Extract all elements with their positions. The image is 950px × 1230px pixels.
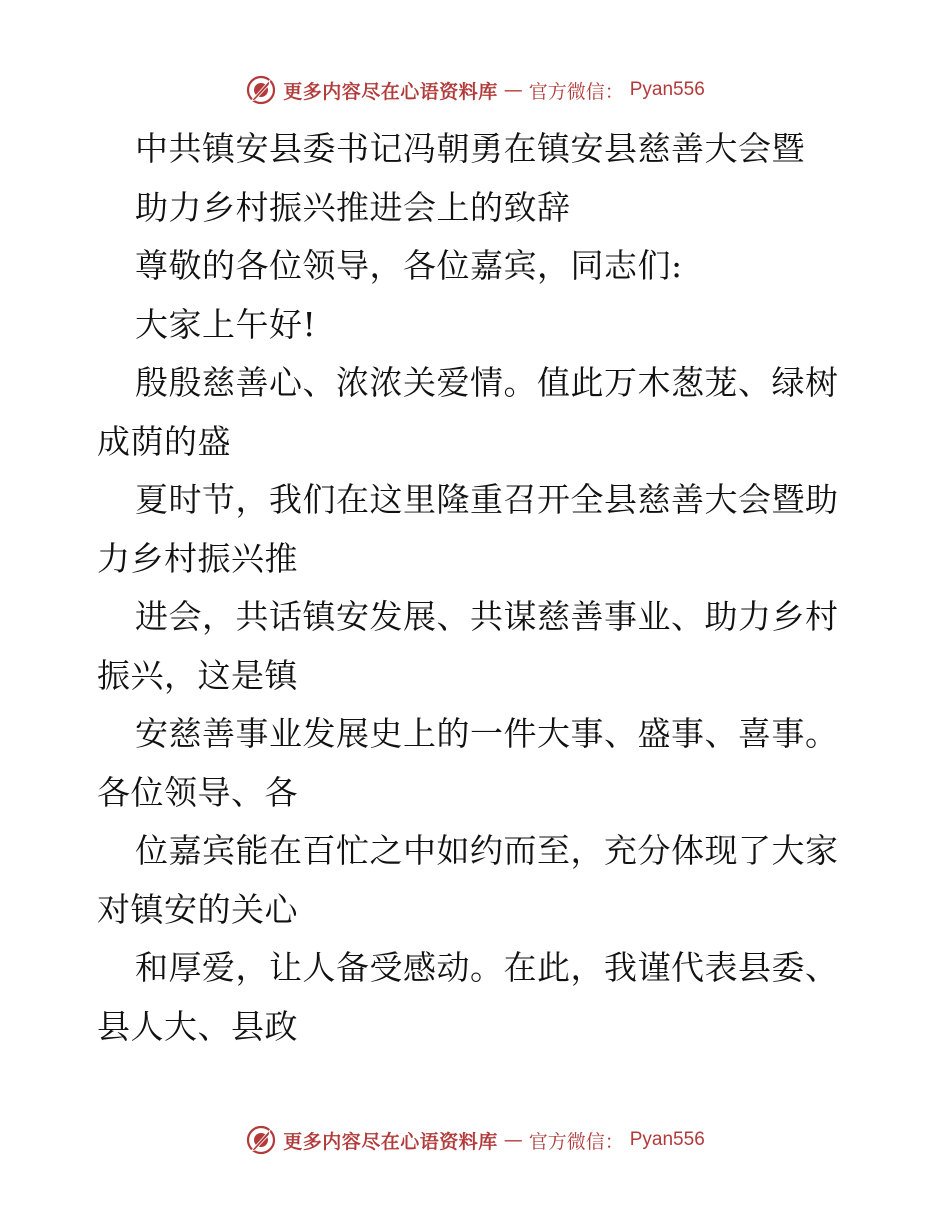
banner-promo-text: 更多内容尽在心语资料库 <box>283 1130 498 1153</box>
banner-promo-text: 更多内容尽在心语资料库 <box>283 80 498 103</box>
paragraph-line: 对镇安的关心 <box>97 889 298 929</box>
paragraph-line: 振兴，这是镇 <box>97 655 298 695</box>
paragraph-line: 安慈善事业发展史上的一件大事、盛事、喜事。 <box>135 714 839 753</box>
paragraph-line: 位嘉宾能在百忙之中如约而至，充分体现了大家 <box>135 831 839 870</box>
paragraph-line: 各位领导、各 <box>97 772 298 812</box>
paragraph-line: 大家上午好! <box>135 304 317 344</box>
header-banner <box>0 70 950 110</box>
paragraph-line: 助力乡村振兴推进会上的致辞 <box>135 187 571 227</box>
banner-wechat-label: 官方微信： <box>528 1130 624 1153</box>
document-body <box>97 120 867 1056</box>
banner-separator: — <box>503 1129 523 1151</box>
footer-banner <box>0 1120 950 1160</box>
quill-seal-icon <box>245 1124 277 1156</box>
paragraph-line: 夏时节，我们在这里隆重召开全县慈善大会暨助 <box>135 480 839 519</box>
paragraph-line: 殷殷慈善心、浓浓关爱情。值此万木葱茏、绿树 <box>135 363 839 402</box>
banner-wechat-id: Pyan556 <box>629 79 705 100</box>
banner-wechat-label: 官方微信： <box>528 80 624 103</box>
paragraph-line: 成荫的盛 <box>97 421 231 461</box>
paragraph-line: 中共镇安县委书记冯朝勇在镇安县慈善大会暨 <box>135 129 805 168</box>
quill-seal-icon <box>245 74 277 106</box>
paragraph-line: 力乡村振兴推 <box>97 538 298 578</box>
banner-separator: — <box>503 79 523 101</box>
paragraph-line: 进会，共话镇安发展、共谋慈善事业、助力乡村 <box>135 597 839 636</box>
banner-wechat-id: Pyan556 <box>629 1129 705 1150</box>
paragraph-line: 县人大、县政 <box>97 1006 298 1046</box>
paragraph-line: 尊敬的各位领导，各位嘉宾，同志们: <box>135 246 683 285</box>
paragraph-line: 和厚爱，让人备受感动。在此，我谨代表县委、 <box>135 948 839 987</box>
